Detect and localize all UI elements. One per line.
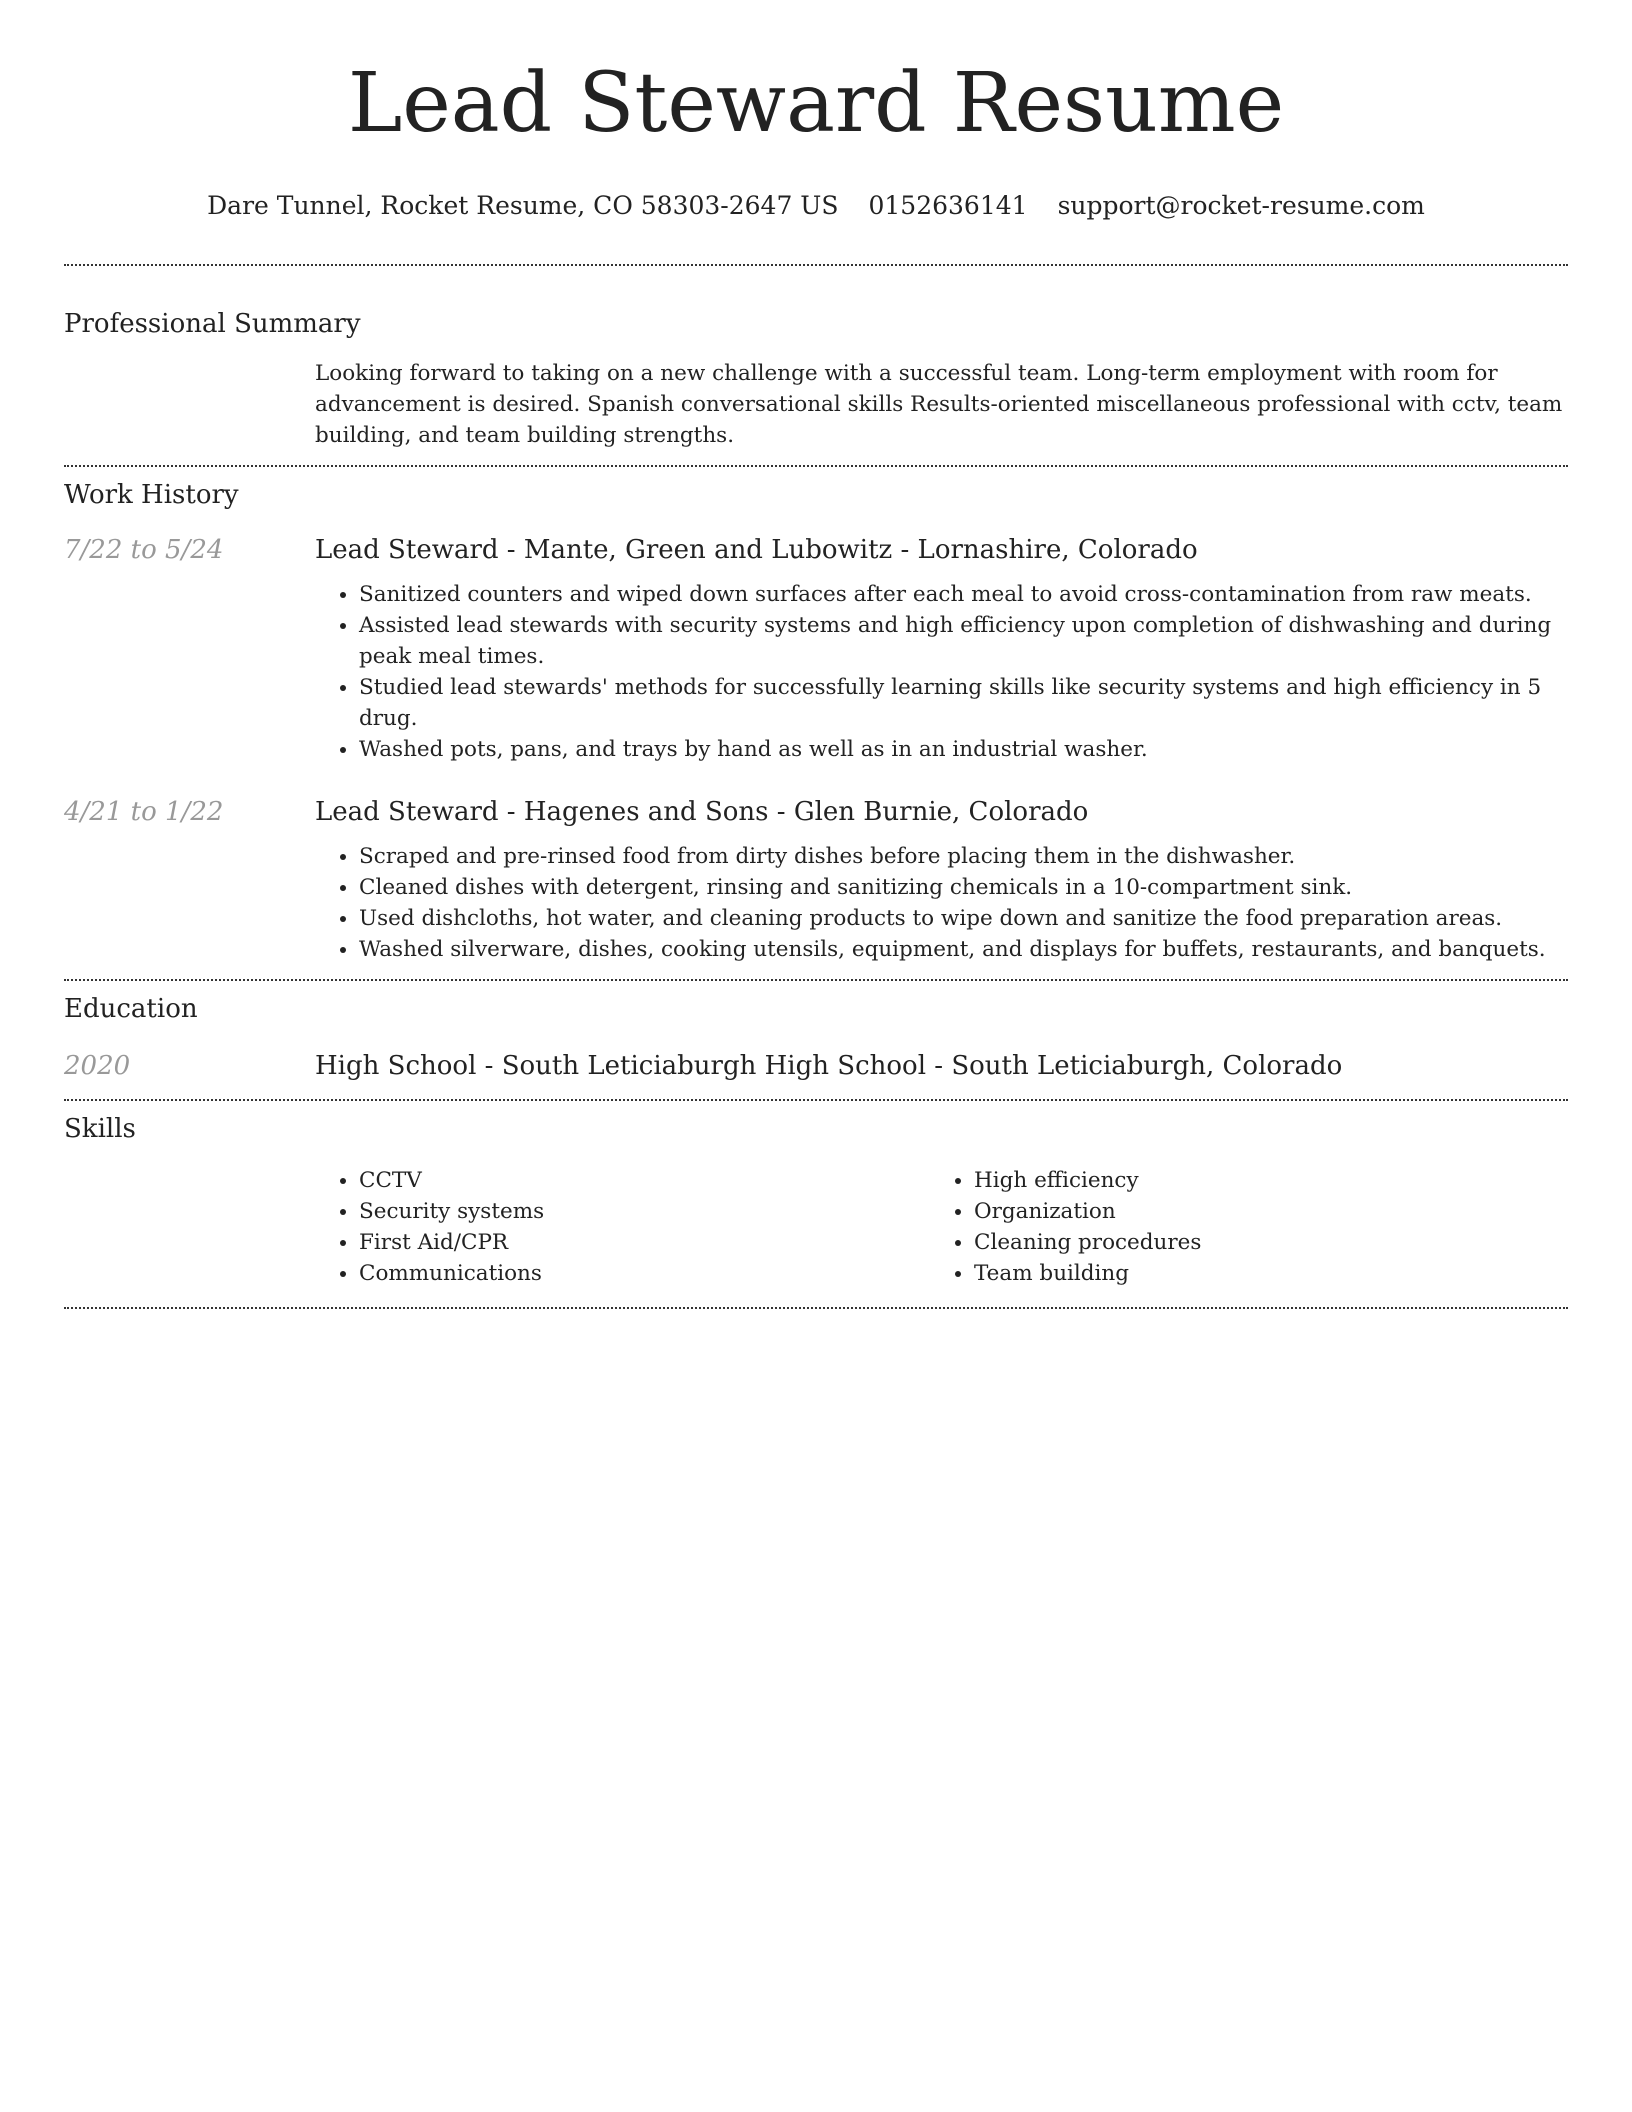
divider (64, 264, 1568, 266)
divider (64, 1099, 1568, 1101)
job-dates: 7/22 to 5/24 (64, 535, 224, 565)
contact-email[interactable]: support@rocket-resume.com (1057, 191, 1425, 220)
skill-item: • First Aid/CPR (359, 1227, 930, 1258)
job-bullet: • Washed silverware, dishes, cooking utensils, equipment, and displays for buffets, restaurants, and banquets. (359, 934, 1568, 965)
summary-row (64, 358, 1568, 451)
job-entry (64, 793, 1568, 965)
job-title: Lead Steward - Mante, Green and Lubowitz - Lornashire, Colorado (315, 535, 1198, 565)
skills-list (930, 1165, 1545, 1289)
divider (64, 979, 1568, 981)
education-heading: Education (64, 994, 198, 1024)
divider (64, 465, 1568, 467)
education-degree: High School - South Leticiaburgh High School - South Leticiaburgh, Colorado (315, 1051, 1343, 1081)
job-title: Lead Steward - Hagenes and Sons - Glen Burnie, Colorado (315, 797, 1089, 827)
job-bullet: • Used dishcloths, hot water, and cleaning products to wipe down and sanitize the food preparation areas. (359, 903, 1568, 934)
contact-phone: 0152636141 (868, 191, 1028, 220)
skill-item: • Cleaning procedures (974, 1227, 1545, 1258)
job-bullet: • Washed pots, pans, and trays by hand as well as in an industrial washer. (359, 734, 1568, 765)
resume-title: Lead Steward Resume (347, 56, 1285, 151)
job-dates: 4/21 to 1/22 (64, 797, 224, 827)
education-entry (64, 1047, 1568, 1085)
skill-item: • High efficiency (974, 1165, 1545, 1196)
summary-heading: Professional Summary (64, 309, 361, 339)
skills-heading: Skills (64, 1114, 136, 1144)
job-details (315, 793, 1568, 965)
skills-list (315, 1165, 930, 1289)
skill-item: • Communications (359, 1258, 930, 1289)
summary-text: Looking forward to taking on a new challenge with a successful team. Long-term employment with room for advancement is desired. Spanish conversational skills Results-oriented miscellaneous professional with cctv, team building, and team building strengths. (315, 361, 1563, 448)
job-bullet: • Scraped and pre-rinsed food from dirty dishes before placing them in the dishwasher. (359, 841, 1568, 872)
resume-page (64, 0, 1568, 1309)
education-details (315, 1047, 1568, 1085)
contact-line (64, 186, 1568, 226)
work-history-heading: Work History (64, 480, 239, 510)
summary-spacer (64, 358, 315, 451)
job-bullet: • Assisted lead stewards with security systems and high efficiency upon completion of dishwashing and during peak meal times. (359, 610, 1568, 672)
job-bullet: • Cleaned dishes with detergent, rinsing and sanitizing chemicals in a 10-compartment sink. (359, 872, 1568, 903)
skills-spacer (64, 1165, 315, 1289)
job-details (315, 531, 1568, 765)
skills-columns (315, 1165, 1568, 1289)
skills-row (64, 1165, 1568, 1289)
job-bullet: • Studied lead stewards' methods for successfully learning skills like security systems and high efficiency in 5 drug. (359, 672, 1568, 734)
skills-column-left (315, 1165, 930, 1289)
job-bullets (315, 579, 1568, 765)
skill-item: • Security systems (359, 1196, 930, 1227)
education-year: 2020 (64, 1051, 131, 1081)
summary-body (315, 358, 1568, 451)
job-bullet: • Sanitized counters and wiped down surfaces after each meal to avoid cross-contamination from raw meats. (359, 579, 1568, 610)
job-entry (64, 531, 1568, 765)
job-bullets (315, 841, 1568, 965)
skills-column-right (930, 1165, 1545, 1289)
skills-lists (315, 1165, 1568, 1289)
skill-item: • Organization (974, 1196, 1545, 1227)
divider (64, 1307, 1568, 1309)
skill-item: • Team building (974, 1258, 1545, 1289)
skill-item: • CCTV (359, 1165, 930, 1196)
contact-address: Dare Tunnel, Rocket Resume, CO 58303-2647 US (207, 191, 839, 220)
